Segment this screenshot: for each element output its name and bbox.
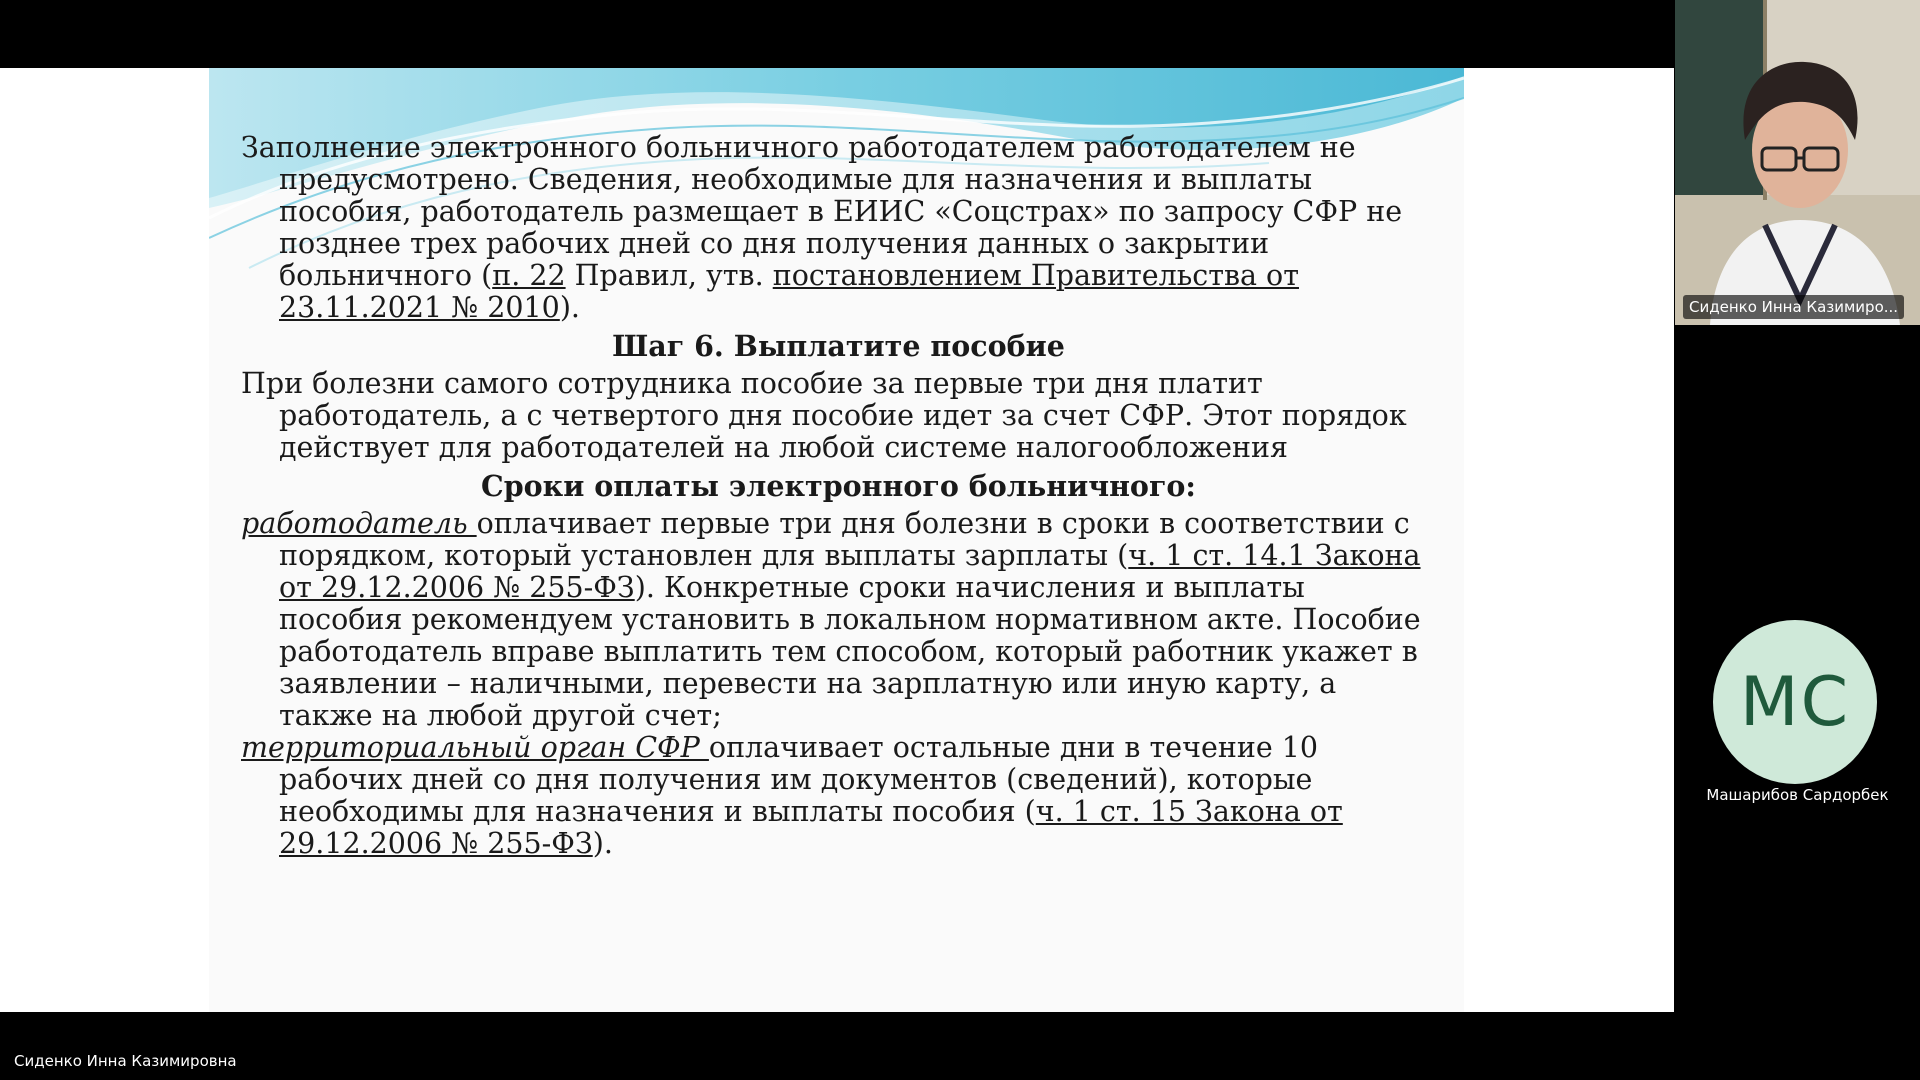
camera-video-feed [1675,0,1920,325]
term-sfr-body: территориальный орган СФР [241,731,709,764]
paragraph-employee-illness: При болезни самого сотрудника пособие за первые три дня платит работодатель, а с четвертого дня пособие идет за счет СФР. Этот порядок действует для работодателей на любой системе налогообложения [241,367,1407,464]
participant-video-tile[interactable] [1675,0,1920,325]
presenter-name-label: Сиденко Инна Казимировна [14,1052,237,1070]
participant-avatar-tile[interactable] [1675,610,1920,830]
p1-mid-text: Правил, утв. [565,259,773,292]
paragraph-employer [241,508,1436,732]
p4-text-a: оплачивает остальные дни в течение 10 рабочих дней со дня получения им документов (сведений), которые необходимы для назначения и выплаты пособия ( [279,731,1319,828]
p3-text-a: оплачивает первые три дня болезни в сроки в соответствии с порядком, который установлен для выплаты зарплаты ( [279,507,1410,572]
term-employer: работодатель [241,507,477,540]
paragraph-filling [241,132,1436,324]
heading-step6: Шаг 6. Выплатите пособие [612,329,1065,363]
slide-body [241,132,1436,860]
avatar: МС [1713,620,1877,784]
screen-share-area [0,68,1674,1012]
p3-text-b: ). Конкретные сроки начисления и выплаты пособия рекомендуем установить в локальном нормативном акте. Пособие работодатель вправе выплатить тем способом, который работник укажет в заявлении – наличными, перевести на зарплатную или иную карту, а также на любой другой счет; [279,571,1421,732]
link-government-decree[interactable]: постановлением Правительства от 23.11.2021 № 2010 [279,259,1299,324]
presentation-slide [209,68,1464,1012]
link-law-15[interactable]: ч. 1 ст. 15 Закона от 29.12.2006 № 255-ФЗ [279,795,1343,860]
p4-end-text: ). [592,827,613,860]
avatar-participant-name: Машарибов Сардорбек [1706,786,1889,804]
p1-text: Заполнение электронного больничного работодателем работодателем не предусмотрено. Сведения, необходимые для назначения и выплаты пособия, работодатель размещает в ЕИИС «Соцстрах» по запросу СФР не позднее трех рабочих дней со дня получения данных о закрытии больничного ( [241,131,1403,292]
p1-end-text: ). [559,291,580,324]
participant-name-label: Сиденко Инна Казимиро... [1683,295,1904,319]
link-p22[interactable]: п. 22 [492,259,566,292]
link-law-14-1[interactable]: ч. 1 ст. 14.1 Закона от 29.12.2006 № 255-ФЗ [279,539,1421,604]
paragraph-sfr [241,732,1436,860]
heading-payment-terms: Сроки оплаты электронного больничного: [481,469,1196,503]
